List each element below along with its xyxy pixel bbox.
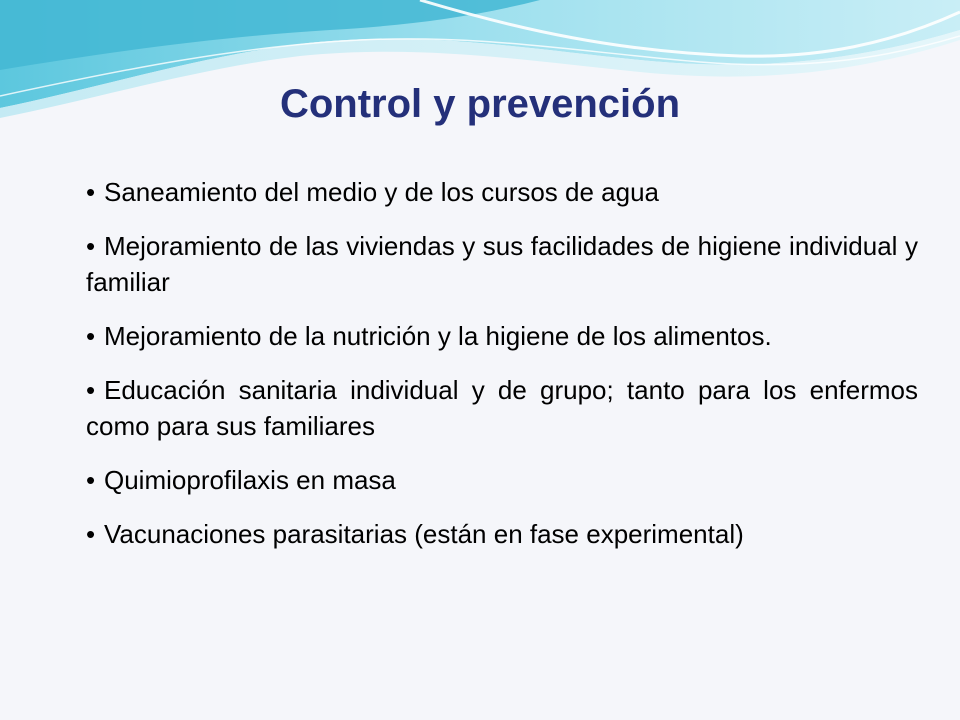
bullet-icon: • [86,321,96,351]
list-item [86,462,918,498]
list-item [86,318,918,354]
list-item [86,372,918,444]
bullet-icon: • [86,231,96,261]
list-item-text: Mejoramiento de la nutrición y la higiene de los alimentos. [104,321,772,351]
list-item [86,174,918,210]
list-item-text: Quimioprofilaxis en masa [104,465,396,495]
slide-title: Control y prevención [279,82,681,126]
bullet-icon: • [86,177,96,207]
bullet-list [86,174,918,570]
list-item-text: Saneamiento del medio y de los cursos de agua [104,177,660,207]
bullet-icon: • [86,375,96,405]
bullet-icon: • [86,465,96,495]
list-item-text: Vacunaciones parasitarias (están en fase experimental) [104,519,744,549]
list-item [86,516,918,552]
bullet-icon: • [86,519,96,549]
list-item-text: Educación sanitaria individual y de grupo; tanto para los enfermos como para sus familiares [86,375,918,441]
list-item [86,228,918,300]
list-item-text: Mejoramiento de las viviendas y sus facilidades de higiene individual y familiar [86,231,918,297]
